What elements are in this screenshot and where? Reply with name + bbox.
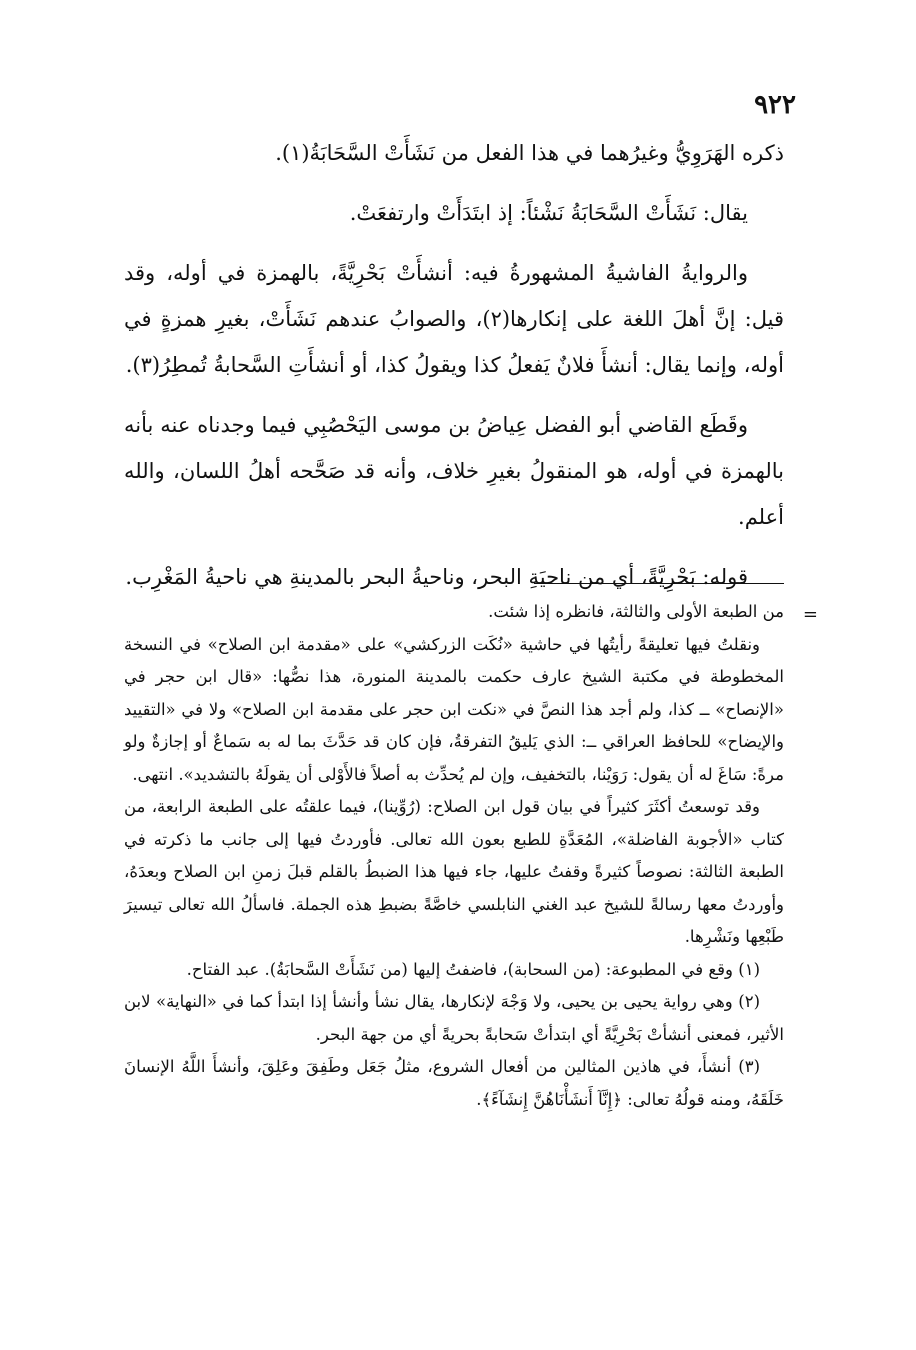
- footnote-paragraph: من الطبعة الأولى والثالثة، فانظره إذا شئت.: [488, 602, 784, 621]
- footnote-item: (٢) وهي رواية يحيى بن يحيى، ولا وَجْهَ لإنكارها، يقال نشأ وأنشأ إذا ابتدأ كما في «النهاية» لابن الأثير، فمعنى أنشأتْ بَحْرِيَّةً أي ابتدأتْ سَحابةً بحريةً أي من جهة البحر.: [124, 992, 784, 1044]
- body-paragraph: يقال: نَشَأَتْ السَّحَابَةُ نَشْئاً: إذ ابتَدَأَتْ وارتفعَتْ.: [349, 201, 748, 225]
- body-paragraph: والروايةُ الفاشيةُ المشهورةُ فيه: أنشأَتْ بَحْرِيَّةً، بالهمزة في أوله، وقد قيل: إنَّ أهلَ اللغة على إنكارها(٢)، والصوابُ عندهم نَشَأَتْ، بغيرِ همزةٍ في أوله، وإنما يقال: أنشأَ فلانٌ يَفعلُ كذا ويقولُ كذا، أو أنشأَتِ السَّحابةُ تُمطِرُ(٣).: [124, 261, 785, 377]
- body-paragraph: وقَطَع القاضي أبو الفضل عِياضُ بن موسى اليَحْصُبِي فيما وجدناه عنه بأنه بالهمزة في أوله، هو المنقولُ بغيرِ خلاف، وأنه قد صَحَّحه أهلُ اللسان، والله أعلم.: [124, 413, 784, 529]
- footnote-paragraph: ونقلتُ فيها تعليقةً رأيتُها في حاشية «نُكَت الزركشي» على «مقدمة ابن الصلاح» في النسخة المخطوطة في مكتبة الشيخ عارف حكمت بالمدينة المنورة، هذا نصُّها: «قال ابن حجر في «الإنصاح» ــ كذا، ولم أجد هذا النصَّ في «نكت ابن حجر على مقدمة ابن الصلاح» ولا في «التقييد والإيضاح» للحافظ العراقي ــ: الذي يَليقُ التفرقةُ، فإن كان قد حَدَّثَ بما له به سَماعٌ أو إجازةٌ ولو مرةً: سَاغَ له أن يقول: رَوَيْنا، بالتخفيف، وإن لم يُحدِّث به أصلاً فالأَوْلى أن يقولَهُ بالتشديد». انتهى.: [124, 634, 784, 784]
- footnotes: [124, 596, 784, 1116]
- main-text: [124, 130, 784, 614]
- footnote-item: (٣) أنشأَ، في هاذين المثالين من أفعال الشروع، مثلُ جَعَل وطَفِقَ وعَلِقَ، وأنشأَ اللَّهُ الإنسانَ خَلَقَهُ، ومنه قولُهُ تعالى: ﴿إِنَّآ أَنشَأْنَاهُنَّ إِنشَآءً﴾.: [124, 1057, 784, 1109]
- footnote-continuation-mark: =: [802, 604, 818, 625]
- footnote-item: (١) وقع في المطبوعة: (من السحابة)، فاضفتُ إليها (من نَشَأَتْ السَّحابَةُ). عبد الفتاح.: [186, 959, 760, 979]
- body-paragraph: قوله: بَحْرِيَّةً، أي من ناحيَةِ البحر، وناحيةُ البحر بالمدينةِ هي ناحيةُ المَغْرِب.: [125, 565, 748, 589]
- body-paragraph: ذكره الهَرَوِيُّ وغيرُهما في هذا الفعل من نَشَأَتْ السَّحَابَةُ(١).: [275, 141, 784, 165]
- footnote-divider: [534, 583, 784, 584]
- footnote-paragraph: وقد توسعتُ أكثَرَ كثيراً في بيان قول ابن الصلاح: (رُوِّينا)، فيما علقتُه على الطبعة الرابعة، من كتاب «الأجوبة الفاضلة»، المُعَدَّةِ للطبع بعون الله تعالى. فأوردتُ فيها إلى جانب ما ذكرته في الطبعة الثالثة: نصوصاً كثيرةً وقفتُ عليها، جاء فيها هذا الضبطُ بالقلم قبلَ زمنِ ابن الصلاح وبعدَهُ، وأوردتُ معها رسالةً للشيخ عبد الغني النابلسي خاصَّةً بضبطِ هذه الجملة. فاسألُ الله تعالى تيسيرَ طَبْعِها ونَشْرِها.: [124, 797, 784, 946]
- page-number: ٩٢٢: [754, 90, 796, 120]
